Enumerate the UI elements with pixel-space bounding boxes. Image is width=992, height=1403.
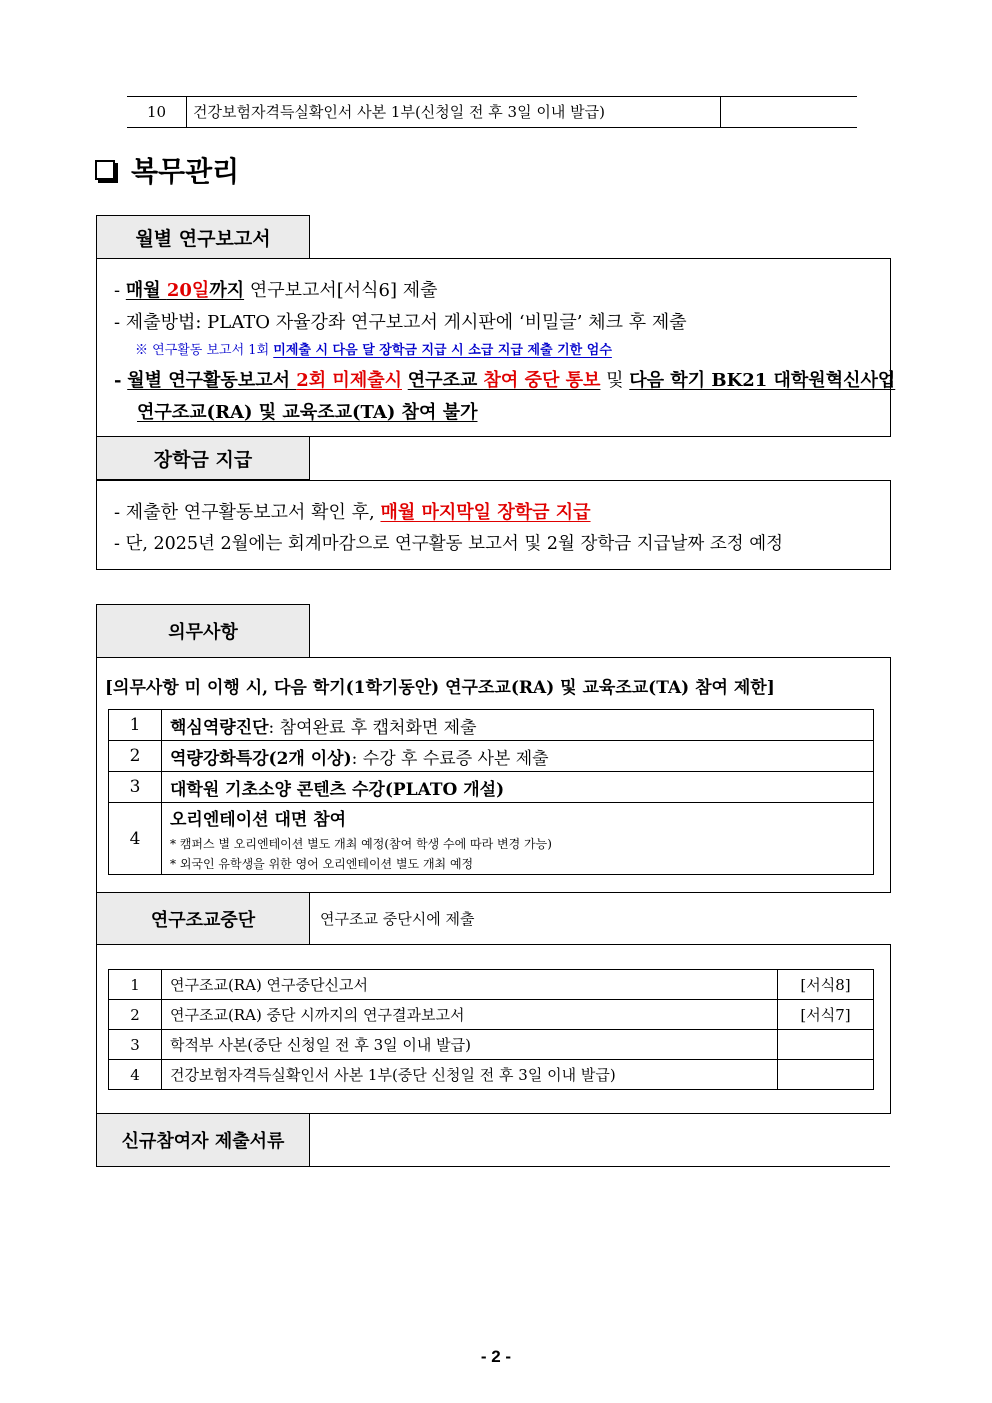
stop-header-text: 연구조교중단 [150,909,256,931]
text-segment: 및 [600,370,630,391]
prior-table-num: 10 [127,97,187,127]
section-title-text: 복무관리 [131,156,240,187]
duties-header-text: 의무사항 [168,622,238,643]
scholarship-header-text: 장학금 지급 [153,448,253,471]
stop-label: 연구조교 중단시에 제출 [320,910,475,928]
row-bold: 대학원 기초소양 콘텐츠 수강(PLATO 개설) [170,779,505,800]
table-row [109,772,874,803]
text-segment: 연구조교 [407,370,484,391]
stop-table [108,969,874,1090]
duties-table [108,709,874,875]
stop-box [96,944,891,1114]
dash: - [114,280,121,301]
text-segment: 다음 학기 BK21 대학원혁신사업 [629,370,896,391]
row-num: 2 [109,741,162,772]
row-num: 1 [109,710,162,741]
orientation-note-1: * 캠퍼스 별 오리엔테이션 별도 개최 예정(참여 학생 수에 따라 변경 가능) [170,837,552,851]
text-segment: 월별 연구활동보고서 [127,370,297,391]
duties-box [96,657,891,893]
row-text: : 수강 후 수료증 사본 제출 [351,748,549,769]
duties-intro: [의무사항 미 이행 시, 다음 학기(1학기동안) 연구조교(RA) 및 교육조교(TA) 참여 제한] [105,678,775,698]
checkbox-icon [95,160,115,180]
table-row [109,1030,874,1060]
row-bold: 역량강화특강(2개 이상) [170,748,352,769]
deadline-day: 20일 [166,280,210,301]
text-segment: 까지 [209,280,245,301]
row-num: 3 [109,1030,162,1060]
table-row [109,970,874,1000]
monthly-line-3 [114,366,895,392]
text-segment: - 제출한 연구활동보고서 확인 후, [114,502,381,523]
row-bold: 핵심역량진단 [170,717,269,738]
monthly-line-2: - 제출방법: PLATO 자율강좌 연구보고서 게시판에 ‘비밀글’ 체크 후 제출 [114,312,687,333]
table-row [109,741,874,772]
newcomer-header [96,1113,310,1167]
row-form: [서식7] [778,1000,874,1030]
row-text: 연구조교(RA) 중단 시까지의 연구결과보고서 [162,1000,778,1030]
row-num: 4 [109,803,162,875]
page-number: - 2 - [480,1347,512,1366]
text-segment: 연구보고서[서식6] 제출 [244,280,438,301]
stop-header [96,892,310,945]
section-title [95,150,239,190]
monthly-line-1 [114,276,438,302]
row-text: 연구조교(RA) 연구중단신고서 [162,970,778,1000]
monthly-note [135,339,612,358]
row-text: 건강보험자격득실확인서 사본 1부(중단 신청일 전 후 3일 이내 발급) [162,1060,778,1090]
row-num: 3 [109,772,162,803]
row-form [778,1060,874,1090]
scholarship-header [96,436,310,480]
table-row [109,1000,874,1030]
row-form: [서식8] [778,970,874,1000]
note-segment-emphasis: 미제출 시 다음 달 장학금 지급 시 소급 지급 제출 기한 엄수 [273,343,612,358]
row-text: 학적부 사본(중단 신청일 전 후 3일 이내 발급) [162,1030,778,1060]
newcomer-header-text: 신규참여자 제출서류 [121,1131,285,1152]
orientation-note-2: * 외국인 유학생을 위한 영어 오리엔테이션 별도 개최 예정 [170,857,474,871]
prior-table-row [127,96,857,128]
table-row [109,803,874,875]
payment-date: 매월 마지막일 장학금 지급 [380,502,591,523]
monthly-report-header [96,215,310,259]
scholarship-line-1 [114,498,591,524]
prior-table-text: 건강보험자격득실확인서 사본 1부(신청일 전 후 3일 이내 발급) [187,97,721,127]
table-row [109,1060,874,1090]
row-text: : 참여완료 후 캡처화면 제출 [268,717,477,738]
scholarship-box [96,480,891,570]
text-segment-red: 2회 미제출시 [296,370,402,391]
scholarship-line-2: - 단, 2025년 2월에는 회계마감으로 연구활동 보고서 및 2월 장학금 지급날짜 조정 예정 [114,534,784,554]
row-num: 1 [109,970,162,1000]
note-segment: ※ 연구활동 보고서 1회 [135,343,274,358]
row-num: 2 [109,1000,162,1030]
row-form [778,1030,874,1060]
dash: - [114,370,122,391]
monthly-report-header-text: 월별 연구보고서 [135,227,271,250]
row-num: 4 [109,1060,162,1090]
text-segment-red: 참여 중단 통보 [483,370,601,391]
duties-header [96,604,310,658]
monthly-line-4: 연구조교(RA) 및 교육조교(TA) 참여 불가 [137,402,478,423]
newcomer-divider [309,1166,890,1167]
table-row [109,710,874,741]
row-bold: 오리엔테이션 대면 참여 [170,810,347,830]
text-segment: 매월 [125,280,167,301]
monthly-report-box [96,258,896,437]
